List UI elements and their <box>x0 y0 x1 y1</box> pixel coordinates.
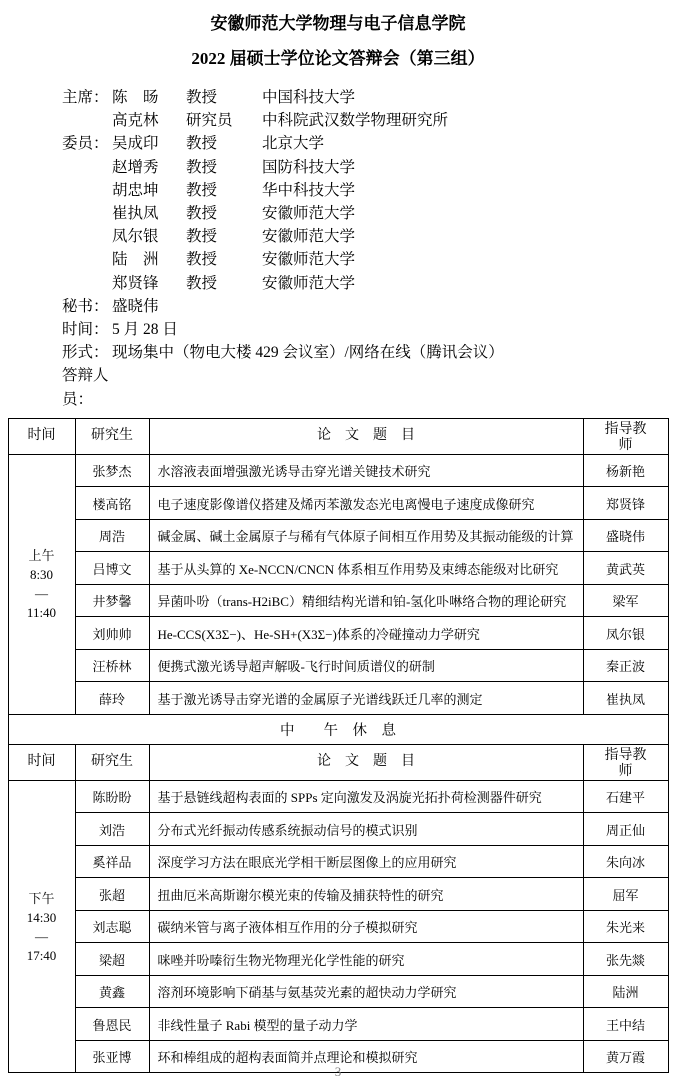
advisor-name-cell: 陆洲 <box>583 975 668 1008</box>
thesis-title-cell: 基于激光诱导击穿光谱的金属原子光谱线跃迁几率的测定 <box>149 682 583 715</box>
defense-row <box>8 487 668 520</box>
format-value: 现场集中（物电大楼 429 会议室）/网络在线（腾讯会议） <box>112 344 504 362</box>
thesis-title-cell: 深度学习方法在眼底光学相干断层图像上的应用研究 <box>149 845 583 878</box>
defense-row <box>8 813 668 846</box>
date-label: 时间： <box>62 321 109 339</box>
defense-schedule-table <box>8 418 669 1074</box>
role-label <box>62 179 112 202</box>
advisor-name-cell: 石建平 <box>583 780 668 813</box>
thesis-title-cell: 碳纳米管与离子液体相互作用的分子模拟研究 <box>149 910 583 943</box>
session-dash: — <box>35 928 48 944</box>
person-name: 赵增秀 <box>112 158 159 176</box>
defense-row <box>8 552 668 585</box>
student-name-cell: 井梦馨 <box>75 584 149 617</box>
student-name-cell: 梁超 <box>75 943 149 976</box>
person-name: 陈 旸 <box>112 89 159 106</box>
col-header-advisor: 指导教师 <box>583 744 668 780</box>
defenders-label: 答辩人员： <box>62 367 109 408</box>
col-header-student: 研究生 <box>75 418 149 454</box>
person-affiliation: 安徽师范大学 <box>262 205 356 223</box>
student-name-cell: 刘浩 <box>75 813 149 846</box>
page-number: 3 <box>334 1064 342 1079</box>
thesis-title-cell: 溶剂环境影响下硝基与氨基荧光素的超快动力学研究 <box>149 975 583 1008</box>
student-name-cell: 汪桥林 <box>75 649 149 682</box>
roster-row <box>62 109 676 132</box>
defense-row <box>8 975 668 1008</box>
session-start: 14:30 <box>26 909 57 925</box>
format-row <box>62 341 676 364</box>
person-title: 教授 <box>186 89 218 106</box>
person-affiliation: 安徽师范大学 <box>262 228 356 246</box>
advisor-name-cell: 朱向冰 <box>583 845 668 878</box>
student-name-cell: 陈盼盼 <box>75 780 149 813</box>
defense-row <box>8 682 668 715</box>
advisor-name-cell: 凤尔银 <box>583 617 668 650</box>
student-name-cell: 吕博文 <box>75 552 149 585</box>
role-label <box>62 248 112 271</box>
person-title: 教授 <box>186 135 218 153</box>
student-name-cell: 鲁恩民 <box>75 1008 149 1041</box>
person-name: 凤尔银 <box>112 228 159 246</box>
thesis-title-cell: 扭曲厄米高斯谢尔模光束的传输及捕获特性的研究 <box>149 878 583 911</box>
person-name: 高克林 <box>112 112 159 130</box>
thesis-title-cell: 咪唑并吩嗪衍生物光物理光化学性能的研究 <box>149 943 583 976</box>
advisor-name-cell: 张先燚 <box>583 943 668 976</box>
col-header-student: 研究生 <box>75 744 149 780</box>
advisor-name-cell: 杨新艳 <box>583 454 668 487</box>
secretary-name: 盛晓伟 <box>112 297 159 315</box>
person-title: 研究员 <box>186 112 233 130</box>
thesis-title-cell: 碱金属、碱土金属原子与稀有气体原子间相互作用势及其振动能级的计算 <box>149 519 583 552</box>
advisor-name-cell: 朱光来 <box>583 910 668 943</box>
table-header-row <box>8 418 668 454</box>
thesis-title-cell: 基于悬链线超构表面的 SPPs 定向激发及涡旋光拓扑荷检测器件研究 <box>149 780 583 813</box>
role-label <box>62 225 112 248</box>
advisor-name-cell: 王中结 <box>583 1008 668 1041</box>
defense-row <box>8 1008 668 1041</box>
person-title: 教授 <box>186 251 218 269</box>
roster-row <box>62 156 676 179</box>
defense-row <box>8 878 668 911</box>
student-name-cell: 周浩 <box>75 519 149 552</box>
person-name: 胡忠坤 <box>112 181 159 199</box>
role-label <box>62 202 112 225</box>
thesis-title-cell: 电子速度影像谱仪搭建及烯丙苯激发态光电离慢电子速度成像研究 <box>149 487 583 520</box>
col-header-time: 时间 <box>8 744 75 780</box>
person-affiliation: 中科院武汉数学物理研究所 <box>262 112 449 130</box>
session-dash: — <box>35 586 48 602</box>
document-subtitle: 2022 届硕士学位论文答辩会（第三组） <box>191 49 485 68</box>
person-affiliation: 中国科技大学 <box>262 89 356 106</box>
student-name-cell: 奚祥品 <box>75 845 149 878</box>
role-label <box>62 272 112 295</box>
defense-row <box>8 617 668 650</box>
thesis-title-cell: 分布式光纤振动传感系统振动信号的模式识别 <box>149 813 583 846</box>
thesis-title-cell: 基于从头算的 Xe-NCCN/CNCN 体系相互作用势及束缚态能级对比研究 <box>149 552 583 585</box>
advisor-name-cell: 秦正波 <box>583 649 668 682</box>
format-label: 形式： <box>62 344 109 362</box>
col-header-time: 时间 <box>8 418 75 454</box>
thesis-title-cell: He-CCS(X3Σ−)、He-SH+(X3Σ−)体系的冷碰撞动力学研究 <box>149 617 583 650</box>
session-start: 8:30 <box>29 567 54 583</box>
document-title: 安徽师范大学物理与电子信息学院 <box>210 14 466 33</box>
advisor-name-cell: 黄武英 <box>583 552 668 585</box>
roster-row <box>62 86 676 109</box>
session-period: 上午 <box>28 548 55 564</box>
roster-row <box>62 202 676 225</box>
role-label <box>62 156 112 179</box>
col-header-title: 论 文 题 目 <box>149 744 583 780</box>
person-affiliation: 华中科技大学 <box>262 181 356 199</box>
defense-row <box>8 454 668 487</box>
person-title: 教授 <box>186 181 218 199</box>
session-time-cell <box>8 454 75 714</box>
person-title: 教授 <box>186 274 218 292</box>
roster-row <box>62 248 676 271</box>
defense-row <box>8 519 668 552</box>
thesis-title-cell: 非线性量子 Rabi 模型的量子动力学 <box>149 1008 583 1041</box>
student-name-cell: 张亚博 <box>75 1040 149 1073</box>
advisor-name-cell: 黄万霞 <box>583 1040 668 1073</box>
defense-row <box>8 910 668 943</box>
defense-row <box>8 584 668 617</box>
person-affiliation: 国防科技大学 <box>262 158 356 176</box>
session-time-cell <box>8 780 75 1073</box>
student-name-cell: 楼高铭 <box>75 487 149 520</box>
thesis-title-cell: 便携式激光诱导超声解吸-飞行时间质谱仪的研制 <box>149 649 583 682</box>
committee-roster <box>62 86 676 411</box>
student-name-cell: 刘帅帅 <box>75 617 149 650</box>
person-name: 崔执凤 <box>112 205 159 223</box>
person-name: 吴成印 <box>112 135 159 153</box>
person-title: 教授 <box>186 228 218 246</box>
roster-row <box>62 225 676 248</box>
secretary-label: 秘书： <box>62 297 109 315</box>
advisor-name-cell: 周正仙 <box>583 813 668 846</box>
table-header-row <box>8 744 668 780</box>
person-affiliation: 北京大学 <box>262 135 325 153</box>
date-value: 5 月 28 日 <box>112 321 178 339</box>
role-label: 委员： <box>62 135 109 153</box>
person-name: 陆 洲 <box>112 251 159 269</box>
person-name: 郑贤锋 <box>112 274 159 292</box>
advisor-name-cell: 梁军 <box>583 584 668 617</box>
roster-row <box>62 179 676 202</box>
advisor-name-cell: 盛晓伟 <box>583 519 668 552</box>
advisor-name-cell: 郑贤锋 <box>583 487 668 520</box>
lunch-break-row <box>8 714 668 744</box>
session-end: 11:40 <box>26 605 57 621</box>
student-name-cell: 薛玲 <box>75 682 149 715</box>
person-affiliation: 安徽师范大学 <box>262 251 356 269</box>
session-period: 下午 <box>28 890 55 906</box>
roster-row <box>62 272 676 295</box>
lunch-break-label: 中 午 休 息 <box>8 714 668 744</box>
session-end: 17:40 <box>26 947 57 963</box>
advisor-name-cell: 崔执凤 <box>583 682 668 715</box>
defense-row <box>8 845 668 878</box>
roster-row <box>62 132 676 155</box>
role-label <box>62 109 112 132</box>
student-name-cell: 张超 <box>75 878 149 911</box>
advisor-name-cell: 屈军 <box>583 878 668 911</box>
student-name-cell: 黄鑫 <box>75 975 149 1008</box>
date-row <box>62 318 676 341</box>
thesis-title-cell: 水溶液表面增强激光诱导击穿光谱关键技术研究 <box>149 454 583 487</box>
thesis-title-cell: 异菌卟吩（trans-H2iBC）精细结构光谱和铂-氢化卟啉络合物的理论研究 <box>149 584 583 617</box>
defense-row <box>8 780 668 813</box>
person-title: 教授 <box>186 158 218 176</box>
secretary-row <box>62 295 676 318</box>
person-affiliation: 安徽师范大学 <box>262 274 356 292</box>
thesis-title-cell: 环和棒组成的超构表面简并点理论和模拟研究 <box>149 1040 583 1073</box>
defense-row <box>8 649 668 682</box>
col-header-advisor: 指导教师 <box>583 418 668 454</box>
defenders-row <box>62 364 676 410</box>
role-label: 主席： <box>62 89 109 106</box>
defense-row <box>8 943 668 976</box>
student-name-cell: 张梦杰 <box>75 454 149 487</box>
col-header-title: 论 文 题 目 <box>149 418 583 454</box>
student-name-cell: 刘志聪 <box>75 910 149 943</box>
person-title: 教授 <box>186 205 218 223</box>
